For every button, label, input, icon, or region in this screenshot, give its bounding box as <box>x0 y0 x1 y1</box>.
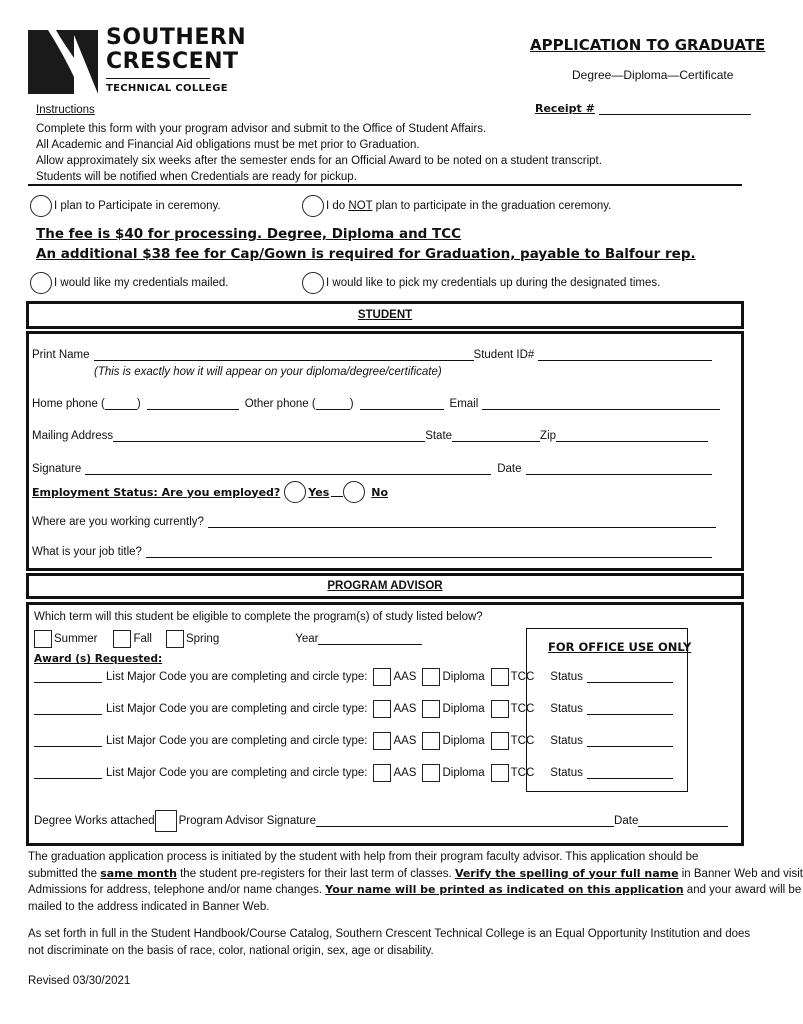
advisor-date-input[interactable] <box>638 815 728 827</box>
tcc-checkbox[interactable] <box>491 764 509 782</box>
year-label: Year <box>295 633 319 645</box>
not-participate-label: I do NOT plan to participate in the graduation ceremony. <box>326 200 612 212</box>
mailed-option[interactable] <box>30 272 229 294</box>
diploma-label: Diploma <box>442 703 485 715</box>
participate-radio[interactable] <box>30 195 52 217</box>
aas-label: AAS <box>393 703 417 715</box>
date-input[interactable] <box>526 463 712 475</box>
process-line: mailed to the address indicated in Banner Web. <box>28 900 270 913</box>
award-row <box>34 764 673 782</box>
major-code-input[interactable] <box>34 735 102 747</box>
status-input[interactable] <box>587 703 673 715</box>
spring-checkbox[interactable] <box>166 630 184 648</box>
other-phone-area-input[interactable] <box>316 398 350 410</box>
logo-line-crescent: CRESCENT <box>106 49 239 74</box>
status-label: Status <box>550 703 583 715</box>
major-code-input[interactable] <box>34 767 102 779</box>
mailed-radio[interactable] <box>30 272 52 294</box>
instruction-line: All Academic and Financial Aid obligations must be met prior to Graduation. <box>36 139 420 151</box>
pickup-radio[interactable] <box>302 272 324 294</box>
working-row <box>32 516 716 528</box>
student-id-label: Student ID# <box>473 349 535 361</box>
status-input[interactable] <box>587 671 673 683</box>
state-input[interactable] <box>452 430 540 442</box>
aas-checkbox[interactable] <box>373 732 391 750</box>
equal-opportunity-paragraph <box>28 926 750 959</box>
diploma-checkbox[interactable] <box>422 700 440 718</box>
diploma-checkbox[interactable] <box>422 668 440 686</box>
major-code-label: List Major Code you are completing and circle type: <box>106 735 368 747</box>
job-title-row <box>32 546 712 558</box>
major-code-label: List Major Code you are completing and circle type: <box>106 671 368 683</box>
yes-label: Yes <box>308 485 330 499</box>
instructions-heading: Instructions <box>36 104 95 116</box>
employment-status-label: Employment Status: Are you employed? <box>32 485 281 499</box>
spring-label: Spring <box>185 633 220 645</box>
logo-line-southern: SOUTHERN <box>106 25 247 50</box>
diploma-label: Diploma <box>442 671 485 683</box>
tcc-label: TCC <box>510 735 535 747</box>
instruction-line: Allow approximately six weeks after the semester ends for an Official Award to be noted on a student transcript. <box>36 155 602 167</box>
page-title: APPLICATION TO GRADUATE <box>530 36 766 54</box>
name-note: (This is exactly how it will appear on your diploma/degree/certificate) <box>94 366 442 378</box>
eo-line: not discriminate on the basis of race, color, national origin, sex, age or disability. <box>28 944 434 957</box>
participate-option[interactable] <box>30 195 221 217</box>
status-input[interactable] <box>587 735 673 747</box>
receipt-field <box>535 102 751 115</box>
instruction-line: Complete this form with your program advisor and submit to the Office of Student Affairs. <box>36 123 487 135</box>
phone-row: Home phone ( ) Other phone ( ) Email <box>32 398 720 410</box>
term-row <box>34 630 422 648</box>
job-title-label: What is your job title? <box>32 546 142 558</box>
tcc-checkbox[interactable] <box>491 732 509 750</box>
term-question: Which term will this student be eligible to complete the program(s) of study listed below? <box>34 611 483 623</box>
other-phone-label: Other phone ( <box>244 398 316 410</box>
state-label: State <box>425 430 453 442</box>
process-paragraph <box>28 849 803 915</box>
job-title-input[interactable] <box>146 546 712 558</box>
award-row <box>34 700 673 718</box>
aas-checkbox[interactable] <box>373 668 391 686</box>
process-line: The graduation application process is initiated by the student with help from their program faculty advisor. This application should be <box>28 851 699 863</box>
logo-mark-icon <box>26 28 100 96</box>
advisor-signature-row <box>34 810 728 832</box>
signature-row <box>32 463 712 475</box>
logo-line-technical: TECHNICAL COLLEGE <box>106 83 228 94</box>
aas-checkbox[interactable] <box>373 700 391 718</box>
not-participate-radio[interactable] <box>302 195 324 217</box>
print-name-row <box>32 349 712 361</box>
aas-checkbox[interactable] <box>373 764 391 782</box>
degree-works-label: Degree Works attached <box>34 815 155 827</box>
tcc-checkbox[interactable] <box>491 700 509 718</box>
print-name-input[interactable] <box>94 349 474 361</box>
mailed-label: I would like my credentials mailed. <box>54 277 229 289</box>
zip-input[interactable] <box>556 430 708 442</box>
degree-works-checkbox[interactable] <box>155 810 177 832</box>
office-use-heading: FOR OFFICE USE ONLY <box>548 640 692 654</box>
pickup-option[interactable] <box>302 272 660 294</box>
home-phone-input[interactable] <box>147 398 239 410</box>
print-name-label: Print Name <box>32 349 90 361</box>
major-code-input[interactable] <box>34 671 102 683</box>
advisor-signature-input[interactable] <box>316 815 614 827</box>
home-phone-label: Home phone ( <box>32 398 105 410</box>
diploma-label: Diploma <box>442 735 485 747</box>
status-label: Status <box>550 735 583 747</box>
working-where-input[interactable] <box>208 516 716 528</box>
employed-yes-radio[interactable] <box>284 481 306 503</box>
fee-notice-line2: An additional $38 fee for Cap/Gown is required for Graduation, payable to Balfour rep. <box>36 246 696 262</box>
year-input[interactable] <box>318 633 422 645</box>
email-input[interactable] <box>482 398 720 410</box>
tcc-label: TCC <box>510 767 535 779</box>
zip-label: Zip <box>540 430 557 442</box>
diploma-checkbox[interactable] <box>422 764 440 782</box>
receipt-input[interactable] <box>599 103 751 115</box>
aas-label: AAS <box>393 735 417 747</box>
aas-label: AAS <box>393 767 417 779</box>
receipt-label: Receipt # <box>535 102 595 115</box>
pickup-label: I would like to pick my credentials up during the designated times. <box>326 277 661 289</box>
major-code-label: List Major Code you are completing and circle type: <box>106 767 368 779</box>
address-row <box>32 430 708 442</box>
other-phone-input[interactable] <box>360 398 444 410</box>
advisor-date-label: Date <box>614 815 639 827</box>
mailing-address-input[interactable] <box>113 430 425 442</box>
not-participate-option[interactable] <box>302 195 611 217</box>
major-code-input[interactable] <box>34 703 102 715</box>
employment-row <box>32 481 388 503</box>
home-phone-area-input[interactable] <box>105 398 137 410</box>
award-row <box>34 732 673 750</box>
signature-label: Signature <box>32 463 82 475</box>
major-code-label: List Major Code you are completing and circle type: <box>106 703 368 715</box>
student-id-input[interactable] <box>538 349 712 361</box>
revised-date: Revised 03/30/2021 <box>28 975 131 987</box>
process-line: submitted the same month the student pre-registers for their last term of classes. Verify the spelling of your full name in Banner Web and visit <box>28 866 803 880</box>
status-label: Status <box>550 671 583 683</box>
summer-label: Summer <box>54 633 98 645</box>
fall-checkbox[interactable] <box>113 630 131 648</box>
awards-requested-label: Award (s) Requested: <box>34 653 163 665</box>
divider <box>28 184 742 186</box>
page-subtitle: Degree—Diploma—Certificate <box>572 68 734 82</box>
mailing-address-label: Mailing Address <box>32 430 114 442</box>
aas-label: AAS <box>393 671 417 683</box>
process-line: Admissions for address, telephone and/or name changes. Your name will be printed as indicated on this application and your award will be <box>28 883 802 896</box>
working-where-label: Where are you working currently? <box>32 516 204 528</box>
status-input[interactable] <box>587 767 673 779</box>
status-label: Status <box>550 767 583 779</box>
email-label: Email <box>449 398 479 410</box>
tcc-label: TCC <box>510 671 535 683</box>
instructions-list <box>36 121 602 185</box>
participate-label: I plan to Participate in ceremony. <box>54 200 221 212</box>
no-label: No <box>371 485 389 499</box>
fall-label: Fall <box>133 633 152 645</box>
diploma-checkbox[interactable] <box>422 732 440 750</box>
date-label: Date <box>497 463 522 475</box>
award-row <box>34 668 673 686</box>
instruction-line: Students will be notified when Credentials are ready for pickup. <box>36 171 357 183</box>
tcc-checkbox[interactable] <box>491 668 509 686</box>
tcc-label: TCC <box>510 703 535 715</box>
fee-notice-line1: The fee is $40 for processing. Degree, Diploma and TCC <box>36 226 462 242</box>
signature-input[interactable] <box>85 463 491 475</box>
diploma-label: Diploma <box>442 767 485 779</box>
advisor-signature-label: Program Advisor Signature <box>178 815 317 827</box>
eo-line: As set forth in full in the Student Handbook/Course Catalog, Southern Crescent Technical College is an Equal Opportunity Institution and does <box>28 928 751 940</box>
summer-checkbox[interactable] <box>34 630 52 648</box>
student-section-header: STUDENT <box>26 301 744 329</box>
employed-no-radio[interactable] <box>343 481 365 503</box>
advisor-section-header: PROGRAM ADVISOR <box>26 573 744 599</box>
